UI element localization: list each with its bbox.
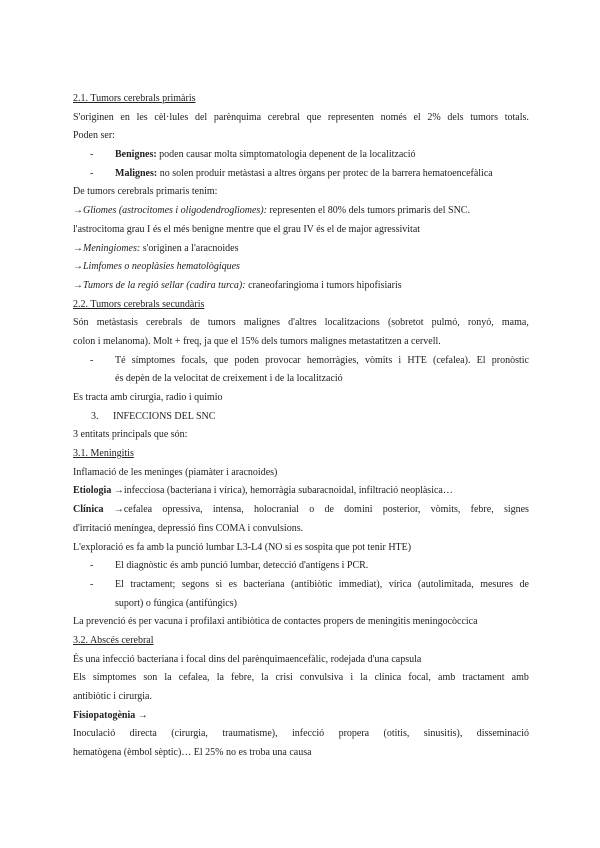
term-label: Etiologia: [73, 485, 112, 497]
word: Té: [115, 354, 126, 366]
word: propera: [338, 728, 370, 740]
word: localitzacions: [324, 317, 380, 329]
word: febre,: [231, 672, 255, 684]
paragraph-line: colon i melanoma). Molt + freq, ja que el 15% dels tumors malignes metastatitzen a cervell.: [73, 335, 441, 347]
list-item: [73, 146, 529, 165]
word: Són: [73, 317, 89, 329]
paragraph-line: antibiòtic i cirurgia.: [73, 691, 152, 702]
word: en: [120, 111, 130, 123]
list-dash: -: [90, 354, 94, 366]
word: del: [194, 111, 208, 123]
paragraph-line: De tumors cerebrals primaris tenim:: [73, 186, 218, 198]
word: intensa,: [212, 504, 244, 516]
word: →cefalea: [113, 504, 153, 516]
word: immediat),: [338, 578, 383, 590]
paragraph-line: És una infecció bacteriana i focal dins del parènquimaencefàlic, rodejada d'una capsula: [73, 653, 422, 665]
paragraph-line: hematògena (èmbol sèptic)… El 25% no es troba una causa: [73, 747, 312, 759]
list-dash: -: [90, 167, 94, 179]
word: ronyó,: [467, 317, 494, 329]
list-item-text: El diagnòstic és amb punció lumbar, detecció d'antígens i PCR.: [115, 560, 369, 572]
word: Els: [73, 672, 86, 684]
word: convulsiva: [299, 672, 344, 684]
term-label: →Tumors de la regió sellar (cadira turca):: [73, 279, 246, 291]
paragraph-line: [73, 109, 529, 128]
word: El: [476, 354, 486, 366]
word: la: [360, 672, 368, 684]
list-item-line: és depèn de la velocitat de creixement i de la localització: [115, 373, 343, 385]
word: només: [380, 111, 407, 123]
word: vòmits: [364, 354, 393, 366]
word: domini: [344, 504, 373, 516]
word: (antibiòtic: [291, 578, 333, 590]
word: totals.: [504, 111, 529, 123]
word: cerebrals: [146, 317, 183, 329]
word: El: [115, 578, 124, 590]
word: disseminació: [476, 728, 529, 740]
paragraph-line: Inflamació de les meninges (piamàter i aracnoides): [73, 466, 278, 478]
word: amb: [511, 672, 529, 684]
word: crisi: [275, 672, 293, 684]
paragraph-line: [73, 202, 529, 221]
word: tumors: [470, 111, 499, 123]
list-dash: -: [90, 560, 94, 572]
word: (otitis,: [383, 728, 410, 740]
word: traumatisme),: [222, 728, 278, 740]
word: clínica: [374, 672, 402, 684]
section-heading-cns-infections: [73, 408, 529, 427]
word: el: [413, 111, 421, 123]
word: pulmó,: [431, 317, 460, 329]
word: segons: [181, 578, 210, 590]
word: de: [324, 504, 334, 516]
term-text: →infecciosa (bacteriana i vírica), hemorràgia subaracnoidal, infiltració neoplàsica…: [111, 485, 453, 497]
paragraph-line: [73, 314, 529, 333]
term-text: representen el 80% dels tumors primaris del SNC.: [266, 205, 470, 217]
paragraph-line: L'exploració es fa amb la punció lumbar L3-L4 (NO si es sospita que pot tenir HTE): [73, 541, 412, 553]
term-text: craneofaringioma i tumors hipofisiaris: [245, 279, 402, 291]
list-item: [73, 576, 529, 613]
word: dels: [447, 111, 464, 123]
word: focals,: [181, 354, 208, 366]
paragraph-line: →Limfomes o neoplàsies hematològiques: [73, 261, 240, 273]
word: es: [228, 578, 237, 590]
word: hemorràgies,: [306, 354, 359, 366]
word: directa: [129, 728, 157, 740]
paragraph-line: [73, 482, 529, 501]
paragraph-line: d'irritació meníngea, depressió fins COMA i convulsions.: [73, 522, 304, 534]
section-heading-secondary-tumors: 2.2. Tumors cerebrals secundàris: [73, 298, 205, 310]
word: bacteriana: [243, 578, 285, 590]
list-item-text: no solen produir metàstasi a altres òrgans per protec de la barrera hematoencefàlica: [157, 167, 493, 179]
word: tractament;: [130, 578, 176, 590]
term-label: Malignes:: [115, 167, 158, 179]
list-item-line: suport) o fúngica (antifúngics): [115, 597, 237, 609]
paragraph-line: l'astrocitoma grau I és el més benigne mentre que el grau IV és el de major agressivitat: [73, 223, 421, 235]
term-label: Benignes:: [115, 149, 157, 161]
paragraph-line: [73, 501, 529, 520]
word: (cefalea).: [433, 354, 471, 366]
word: de: [190, 317, 200, 329]
word: d'altres: [288, 317, 317, 329]
word: mesures: [480, 578, 513, 590]
list-item: [73, 165, 529, 184]
paragraph-line: [73, 277, 529, 296]
word: metàstasis: [96, 317, 138, 329]
word: i: [398, 354, 402, 366]
list-dash: -: [90, 578, 94, 590]
list-item: [73, 557, 529, 576]
term-text: s'originen a l'aracnoides: [140, 242, 239, 254]
section-title: INFECCIONS DEL SNC: [113, 410, 216, 422]
word: que: [213, 354, 229, 366]
list-dash: -: [90, 149, 94, 161]
word: les: [136, 111, 148, 123]
word: cèl·lules: [154, 111, 189, 123]
paragraph-line: [73, 240, 529, 259]
word: holocranial: [253, 504, 299, 516]
word: representen: [327, 111, 374, 123]
word: vòmits,: [430, 504, 461, 516]
word: (cirurgia,: [171, 728, 208, 740]
word: son: [143, 672, 158, 684]
word: cerebral: [267, 111, 300, 123]
word: (autolimitada,: [417, 578, 474, 590]
word: tractament: [462, 672, 505, 684]
word: cefalea,: [178, 672, 210, 684]
word: vírica: [388, 578, 412, 590]
word: la: [164, 672, 172, 684]
term-label: →Meningiomes:: [73, 242, 141, 254]
section-number: 3.: [91, 410, 99, 422]
section-heading-cerebral-abscess: 3.2. Abscés cerebral: [73, 634, 154, 646]
word: la: [261, 672, 269, 684]
word: símptomes: [92, 672, 137, 684]
word: que: [306, 111, 322, 123]
paragraph-line: 3 entitats principals que són:: [73, 429, 188, 441]
section-heading-meningitis: 3.1. Meningitis: [73, 448, 134, 460]
word: signes: [503, 504, 529, 516]
word: 2%: [427, 111, 441, 123]
word: la: [216, 672, 224, 684]
word: o: [309, 504, 315, 516]
term-label: Clínica: [73, 504, 104, 516]
word: si: [215, 578, 223, 590]
document-body: [73, 90, 529, 763]
word: i: [350, 672, 354, 684]
list-item-line: [115, 352, 529, 371]
word: (sobretot: [387, 317, 424, 329]
section-heading-primary-tumors: 2.1. Tumors cerebrals primàris: [73, 93, 196, 104]
list-item-line: [115, 576, 529, 595]
word: poden: [234, 354, 259, 366]
paragraph-line: Es tracta amb cirurgia, radio i quimio: [73, 392, 223, 403]
word: parènquima: [213, 111, 262, 123]
word: amb: [438, 672, 456, 684]
word: provocar: [265, 354, 301, 366]
word: mama,: [501, 317, 529, 329]
word: opressiva,: [162, 504, 203, 516]
list-item: [73, 352, 529, 389]
paragraph-line: [73, 669, 529, 688]
word: pronòstic: [491, 354, 529, 366]
paragraph-line: La prevenció és per vacuna i profilaxi antibiòtica de contactes propers de meningitis meningocòccica: [73, 616, 478, 628]
word: febre,: [470, 504, 494, 516]
word: S'originen: [73, 111, 114, 123]
word: tumors: [207, 317, 236, 329]
paragraph-line: [73, 725, 529, 744]
paragraph-line: Poden ser:: [73, 130, 115, 142]
word: malignes: [243, 317, 280, 329]
term-label: Fisiopatogènia →: [73, 709, 148, 721]
word: sinusitis),: [423, 728, 463, 740]
word: de: [519, 578, 529, 590]
word: HTE: [407, 354, 427, 366]
word: infecció: [291, 728, 325, 740]
word: Inoculació: [73, 728, 116, 740]
word: símptomes: [131, 354, 176, 366]
word: posterior,: [382, 504, 421, 516]
list-item-text: poden causar molta simptomatologia depenent de la localització: [156, 149, 416, 161]
word: focal,: [408, 672, 431, 684]
term-label: →Gliomes (astrocitomes i oligodendrogliomes):: [73, 205, 267, 217]
